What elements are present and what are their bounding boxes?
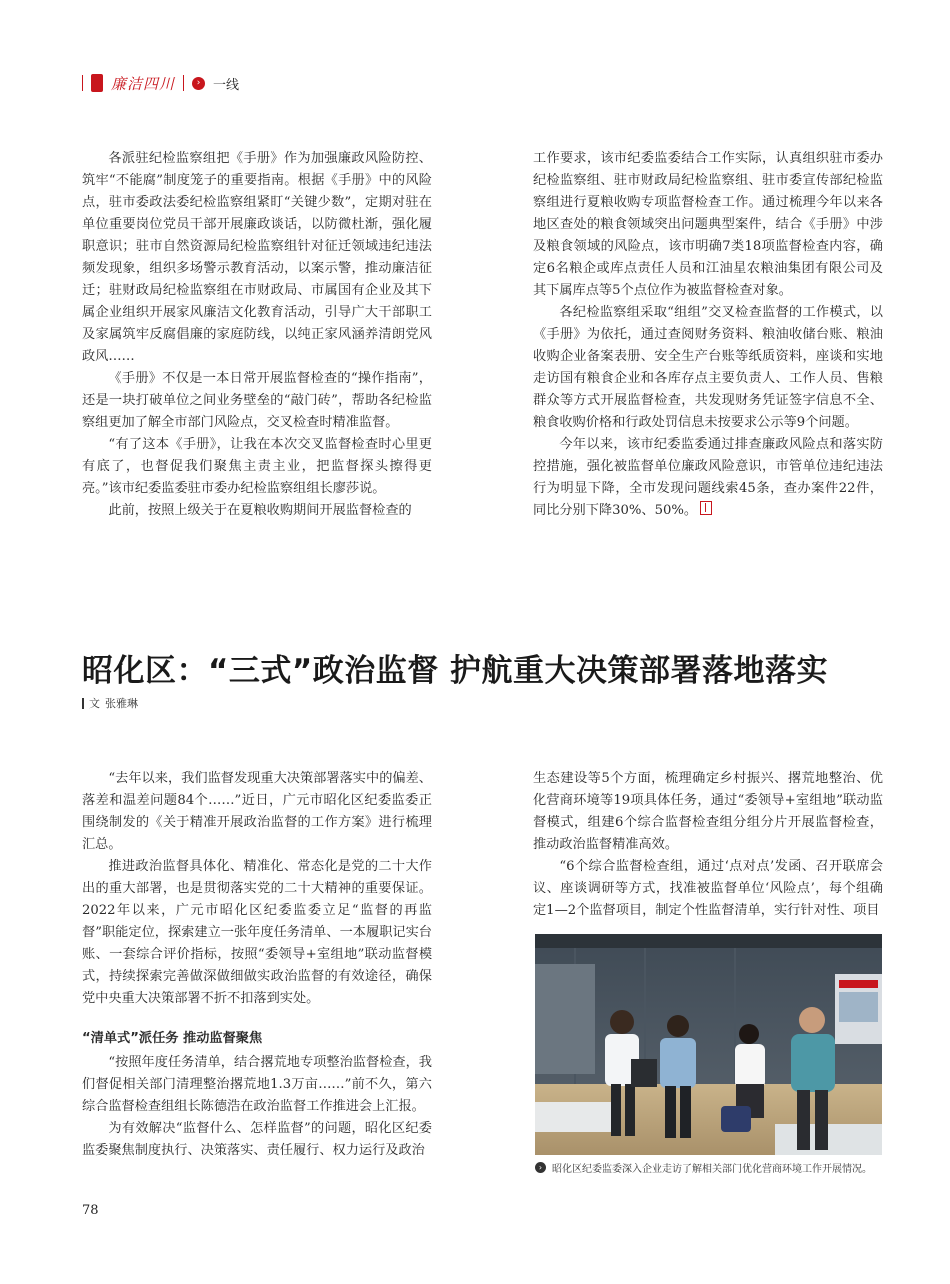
header-divider — [82, 75, 83, 91]
paragraph: “6个综合监督检查组，通过‘点对点’发函、召开联席会议、座谈调研等方式，找准被监督单位‘风险点’，每个组确定1—2个监督项目，制定个性监督清单，实行针对性、项目 — [533, 859, 883, 918]
paragraph: “按照年度任务清单，结合撂荒地专项整治监督检查，我们督促相关部门清理整治撂荒地1.3万亩……”前不久，第六综合监督检查组组长陈德浩在政治监督工作推进会上汇报。 — [82, 1055, 432, 1114]
article-title: 昭化区：“三式”政治监督 护航重大决策部署落地落实 — [82, 653, 829, 689]
author-name: 张雅琳 — [105, 697, 138, 710]
end-of-article-icon — [700, 501, 712, 515]
top-article-left-column — [82, 148, 432, 522]
paragraph: 此前，按照上级关于在夏粮收购期间开展监督检查的 — [108, 503, 412, 518]
byline-prefix: 文 — [89, 697, 100, 710]
paragraph: 推进政治监督具体化、精准化、常态化是党的二十大作出的重大部署，也是贯彻落实党的二十大精神的重要保证。2022年以来，广元市昭化区纪委监委立足“监督的再监督”职能定位，探索建立一张年度任务清单、一本履职记实台账、一套综合评价指标，按照“委领导+室组地”联动监督模式，持续探索完善做深做细做实政治监督的有效途径，确保党中央重大决策部署不折不扣落到实处。 — [82, 859, 432, 1006]
paragraph: 工作要求，该市纪委监委结合工作实际，认真组织驻市委办纪检监察组、驻市财政局纪检监察组、驻市委宣传部纪检监察组进行夏粮收购专项监督检查工作。通过梳理今年以来各地区查处的粮食领域突出问题典型案件，结合《手册》中涉及粮食领域的风险点，该市明确7类18项监督检查内容，确定6名粮企或库点责任人员和江油星农粮油集团有限公司及其下属库点等5个点位作为被监督检查对象。 — [533, 151, 883, 298]
section-subhead: “清单式”派任务 推动监督聚焦 — [82, 1031, 263, 1046]
page-number: 78 — [82, 1203, 99, 1218]
paragraph: 各派驻纪检监察组把《手册》作为加强廉政风险防控、筑牢“不能腐”制度笼子的重要指南。根据《手册》中的风险点，驻市委政法委纪检监察组紧盯“关键少数”，定期对驻在单位重要岗位党员干部开展廉政谈话，以防微杜渐，强化履职意识；驻市自然资源局纪检监察组针对征迁领域违纪违法频发现象，组织多场警示教育活动，以案示警，推动廉洁征迁；驻财政局纪检监察组在市财政局、市属国有企业及其下属企业组织开展家风廉洁文化教育活动，引导广大干部职工及家属筑牢反腐倡廉的家庭防线，以纯正家风涵养清朗党风政风…… — [82, 151, 432, 364]
paragraph: 生态建设等5个方面，梳理确定乡村振兴、撂荒地整治、优化营商环境等19项具体任务，通过“委领导+室组地”联动监督模式，组建6个综合监督检查组分组分片开展监督检查，推动政治监督精准高效。 — [533, 771, 883, 852]
paragraph-text: 今年以来，该市纪委监委通过排查廉政风险点和落实防控措施，强化被监督单位廉政风险意识，市管单位违纪违法行为明显下降，全市发现问题线索45条，查办案件22件，同比分别下降30%、50%。 — [533, 437, 883, 518]
paragraph: 《手册》不仅是一本日常开展监督检查的“操作指南”，还是一块打破单位之间业务壁垒的“敲门砖”，帮助各纪检监察组更加了解全市部门风险点，交叉检查时精准监督。 — [82, 371, 432, 430]
paragraph: “去年以来，我们监督发现重大决策部署落实中的偏差、落差和温差问题84个……”近日，广元市昭化区纪委监委正围绕制发的《关于精准开展政治监督的工作方案》进行梳理汇总。 — [82, 771, 432, 852]
article-right-column — [533, 768, 883, 922]
paragraph — [533, 434, 883, 522]
article-left-column — [82, 768, 432, 1162]
paragraph: “有了这本《手册》，让我在本次交叉监督检查时心里更有底了，也督促我们聚焦主责主业，把监督探头擦得更亮。”该市纪委监委驻市委办纪检监察组组长廖莎说。 — [82, 437, 432, 496]
running-header — [82, 72, 239, 94]
article-photo — [535, 934, 882, 1155]
chevron-right-circle-icon: › — [192, 77, 205, 90]
photo-caption-text: 昭化区纪委监委深入企业走访了解相关部门优化营商环境工作开展情况。 — [552, 1164, 872, 1175]
section-label: 一线 — [213, 77, 240, 93]
top-article-right-column — [533, 148, 883, 522]
byline — [82, 695, 138, 711]
paragraph: 各纪检监察组采取“组组”交叉检查监督的工作模式，以《手册》为依托，通过查阅财务资料、粮油收储台账、粮油收购企业备案表册、安全生产台账等纸质资料，座谈和实地走访国有粮食企业和各库存点主要负责人、工作人员、售粮群众等方式开展监督检查，共发现财务凭证签字信息不全、粮食收购价格和行政处罚信息未按要求公示等9个问题。 — [533, 305, 883, 430]
byline-marker — [82, 698, 84, 709]
magazine-logo-text: 廉洁四川 — [111, 74, 176, 93]
magazine-logo-icon — [91, 74, 103, 92]
chevron-right-circle-icon: › — [535, 1162, 546, 1173]
paragraph: 为有效解决“监督什么、怎样监督”的问题，昭化区纪委监委聚焦制度执行、决策落实、责任履行、权力运行及政治 — [82, 1121, 432, 1158]
photo-caption — [535, 1160, 895, 1175]
header-divider — [183, 75, 184, 91]
